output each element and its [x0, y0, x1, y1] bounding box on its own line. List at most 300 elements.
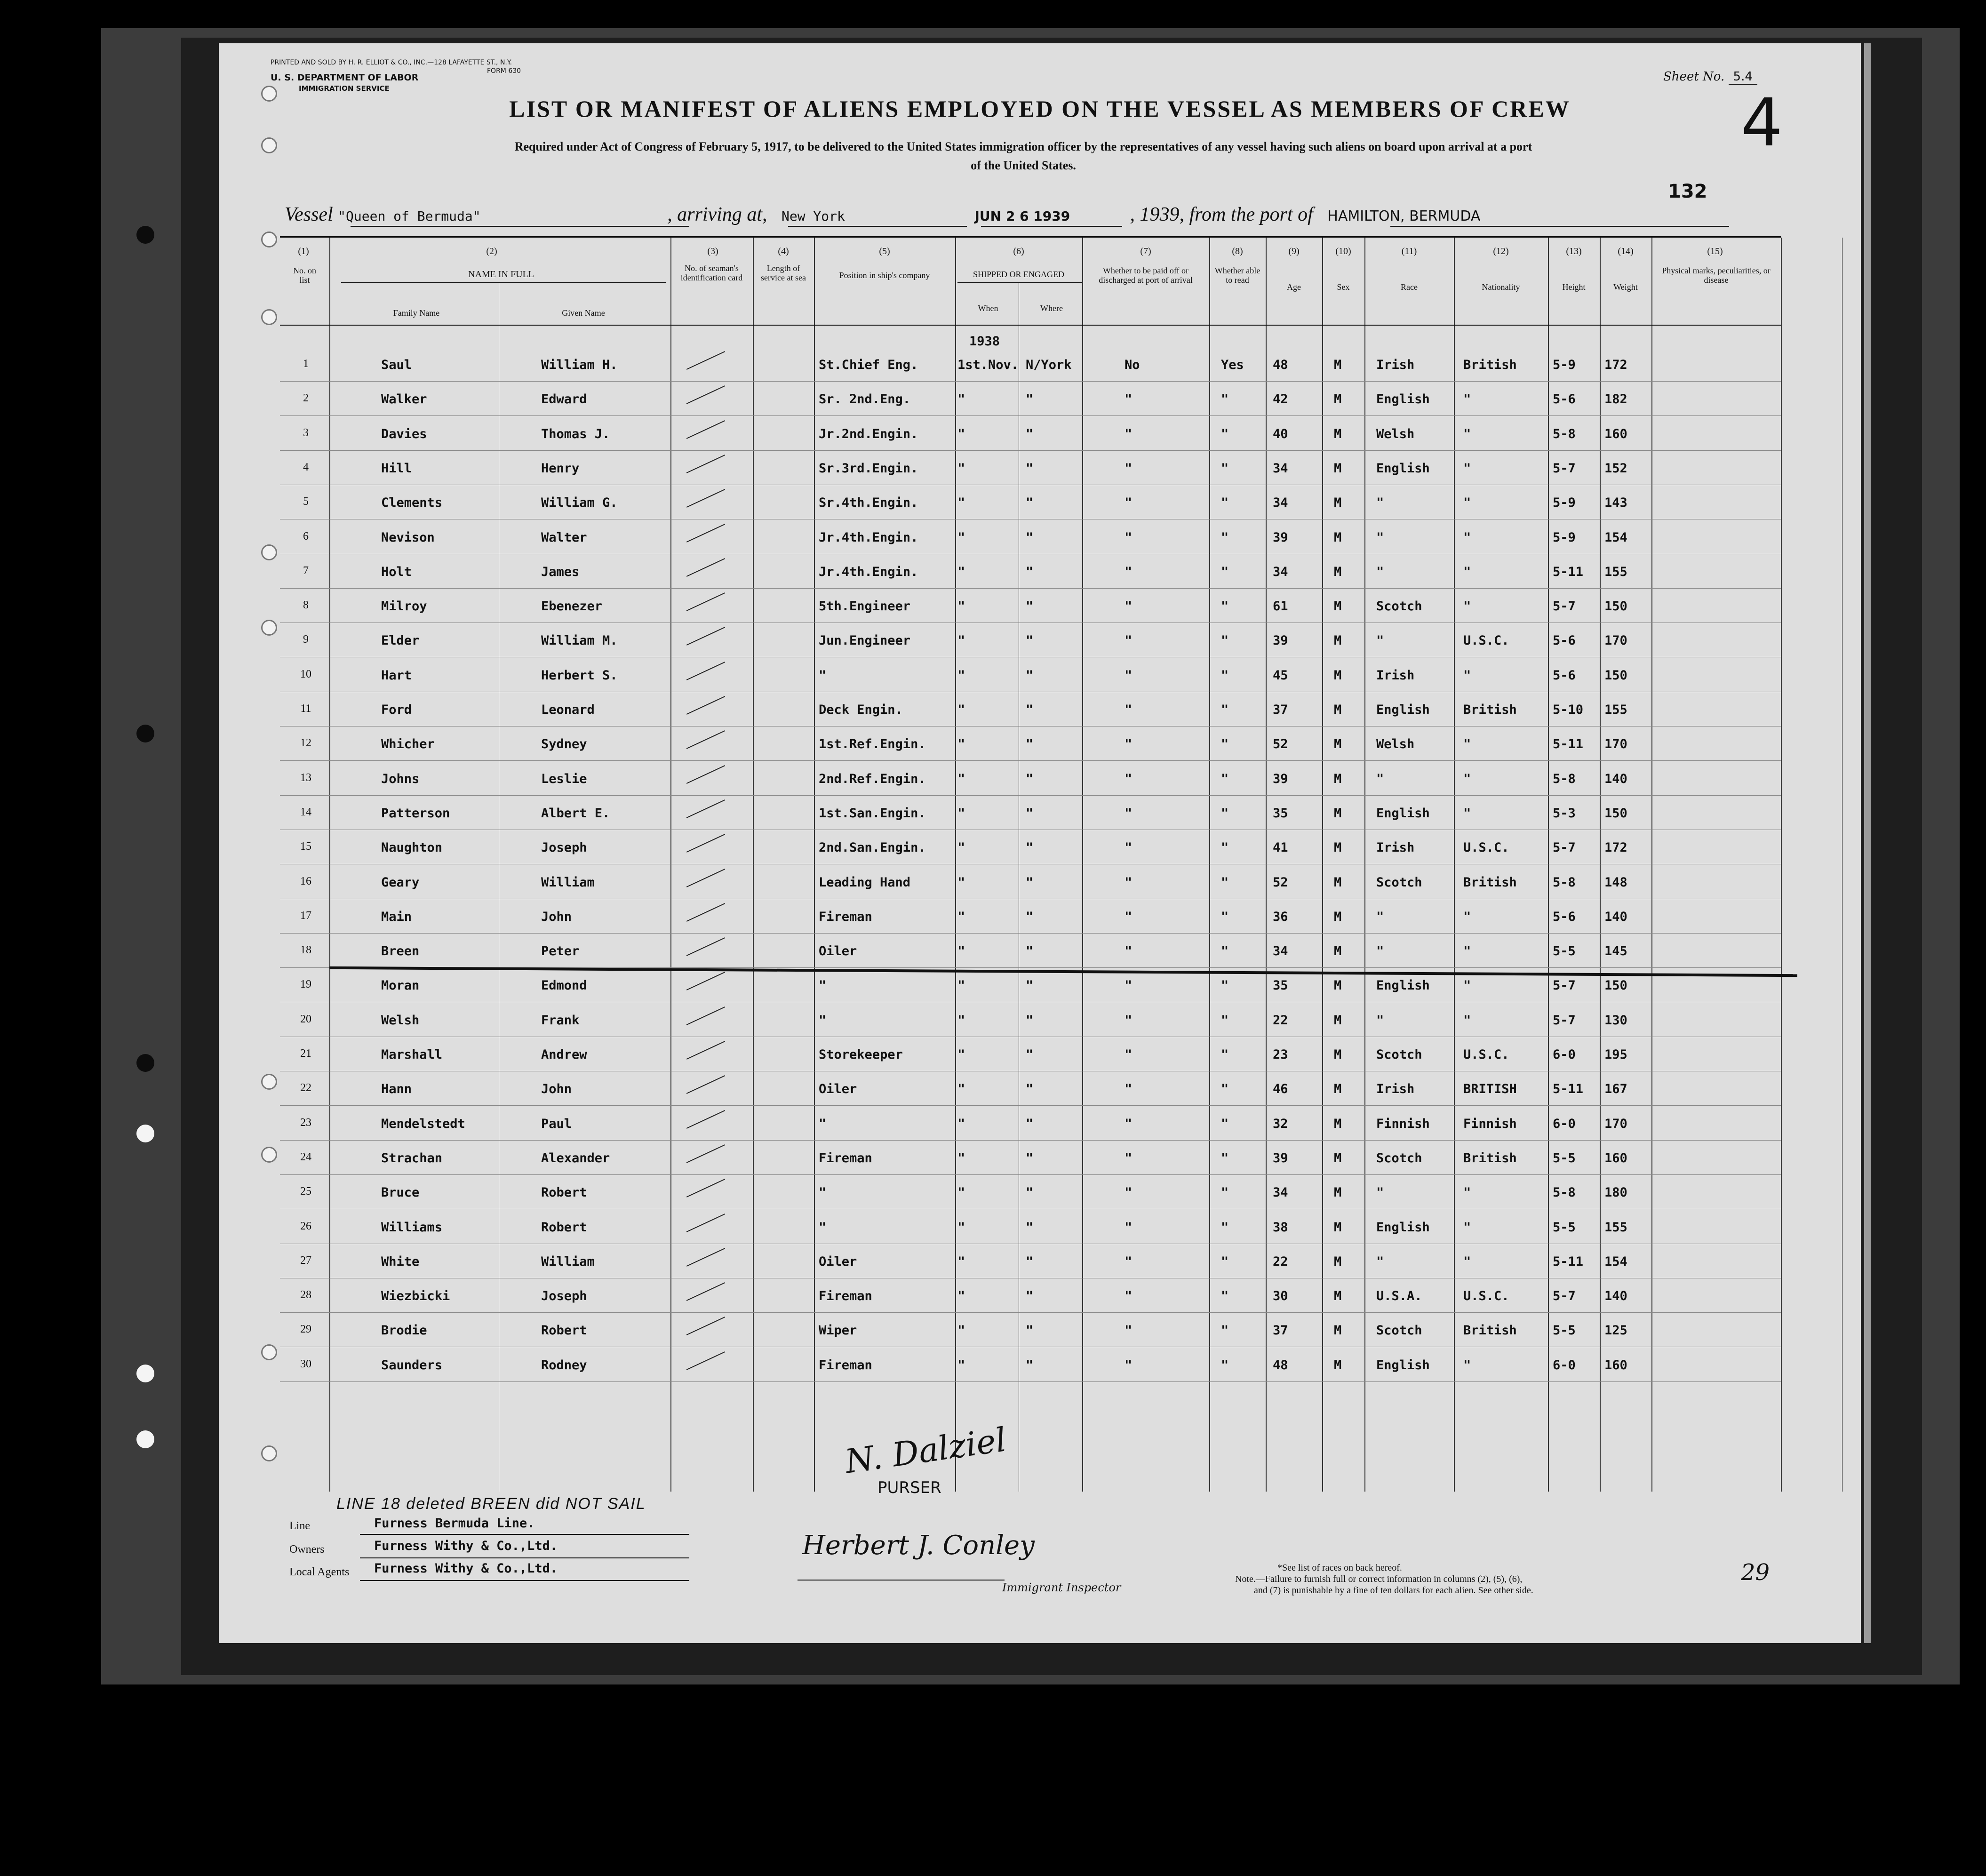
given-name: Paul	[541, 1116, 572, 1131]
punch-hole	[261, 232, 277, 247]
sex: M	[1334, 806, 1342, 821]
race: Irish	[1376, 1082, 1415, 1097]
paid-off: "	[1125, 1150, 1133, 1166]
sex: M	[1334, 944, 1342, 959]
able-to-read: "	[1221, 909, 1229, 924]
position: 1st.San.Engin.	[819, 806, 926, 821]
race: English	[1376, 392, 1430, 407]
given-name: William H.	[541, 358, 618, 372]
position: Fireman	[819, 1150, 872, 1166]
tick-mark	[686, 730, 725, 749]
weight: 160	[1604, 1357, 1627, 1373]
tick-mark	[686, 351, 725, 370]
paid-off: "	[1125, 668, 1133, 683]
paid-off: "	[1125, 1220, 1133, 1235]
given-name: William	[541, 875, 595, 890]
able-to-read: "	[1221, 564, 1229, 579]
age: 39	[1273, 530, 1288, 545]
nationality: "	[1463, 1254, 1471, 1269]
family-name: Wiezbicki	[381, 1289, 450, 1304]
position: Sr.3rd.Engin.	[819, 461, 918, 476]
position: Jr.2nd.Engin.	[819, 426, 918, 441]
age: 22	[1273, 1254, 1288, 1269]
shipped-when: "	[957, 1254, 965, 1269]
given-name: Herbert S.	[541, 668, 618, 683]
row-number: 23	[300, 1116, 311, 1129]
height: 5-5	[1553, 1323, 1576, 1338]
col-num-15: (15)	[1707, 246, 1723, 256]
footer-rule	[360, 1534, 689, 1535]
tick-mark	[686, 937, 725, 956]
row-rule	[280, 933, 1781, 934]
shipped-where: "	[1026, 426, 1034, 441]
nationality: "	[1463, 806, 1471, 821]
position: Sr. 2nd.Eng.	[819, 392, 911, 407]
family-name: Whicher	[381, 737, 435, 752]
owners-value: Furness Withy & Co.,Ltd.	[374, 1539, 558, 1553]
able-to-read: "	[1221, 1254, 1229, 1269]
departure-port: HAMILTON, BERMUDA	[1327, 208, 1481, 224]
weight: 170	[1604, 633, 1627, 648]
shipped-where: "	[1026, 1047, 1034, 1062]
race: Welsh	[1376, 737, 1415, 752]
nationality: "	[1463, 564, 1471, 579]
arrival-port: New York	[782, 208, 845, 224]
nationality: BRITISH	[1463, 1082, 1517, 1097]
paid-off: "	[1125, 1323, 1133, 1338]
age: 30	[1273, 1289, 1288, 1304]
page-edge-strip	[1864, 43, 1871, 1643]
nationality: "	[1463, 737, 1471, 752]
paid-off: "	[1125, 737, 1133, 752]
given-name: William M.	[541, 633, 618, 648]
nationality: U.S.C.	[1463, 1289, 1509, 1304]
shipped-when: "	[957, 875, 965, 890]
shipped-where: "	[1026, 875, 1034, 890]
col-num-12: (12)	[1493, 246, 1509, 256]
sex: M	[1334, 1082, 1342, 1097]
inspector-label: Immigrant Inspector	[1002, 1581, 1121, 1594]
age: 41	[1273, 840, 1288, 855]
weight: 150	[1604, 978, 1627, 993]
row-rule	[280, 415, 1781, 416]
row-rule	[280, 1381, 1781, 1382]
height: 5-5	[1553, 1150, 1576, 1166]
page-subtitle-cont: of the United States.	[971, 159, 1076, 172]
row-number: 2	[303, 392, 309, 405]
tick-mark	[686, 385, 725, 404]
row-number: 17	[300, 909, 311, 922]
owners-label: Owners	[289, 1543, 325, 1556]
position: Leading Hand	[819, 875, 911, 890]
page-title: LIST OR MANIFEST OF ALIENS EMPLOYED ON THE VESSEL AS MEMBERS OF CREW	[509, 96, 1571, 122]
column-divider	[753, 238, 754, 1492]
shipped-where: "	[1026, 1323, 1034, 1338]
shipped-where: "	[1026, 1357, 1034, 1373]
sex: M	[1334, 703, 1342, 717]
vessel-line: Vessel "Queen of Bermuda" , arriving at, New York JUN 2 6 1939 , 1939, from the port of HAMILTON, BERMUDA	[285, 204, 1481, 225]
paid-off: "	[1125, 392, 1133, 407]
given-name: William	[541, 1254, 595, 1269]
shipped-when: "	[957, 1013, 965, 1028]
tick-mark	[686, 1213, 725, 1232]
shipped-where: "	[1026, 1220, 1034, 1235]
row-rule	[280, 588, 1781, 589]
nationality: "	[1463, 426, 1471, 441]
sex: M	[1334, 1116, 1342, 1131]
row-rule	[280, 1174, 1781, 1175]
age: 48	[1273, 1357, 1288, 1373]
weight: 155	[1604, 564, 1627, 579]
able-to-read: "	[1221, 392, 1229, 407]
nationality: British	[1463, 358, 1517, 372]
col-num-4: (4)	[778, 246, 789, 256]
paid-off: "	[1125, 633, 1133, 648]
column-divider	[1364, 238, 1365, 1492]
given-name: Robert	[541, 1185, 587, 1200]
paid-off: "	[1125, 564, 1133, 579]
able-to-read: "	[1221, 495, 1229, 511]
tick-mark	[686, 869, 725, 887]
nationality: U.S.C.	[1463, 1047, 1509, 1062]
age: 36	[1273, 909, 1288, 924]
race: English	[1376, 703, 1430, 717]
nationality: "	[1463, 392, 1471, 407]
row-number: 3	[303, 426, 309, 439]
able-to-read: "	[1221, 1047, 1229, 1062]
shipped-where: "	[1026, 599, 1034, 614]
family-name: Johns	[381, 771, 420, 786]
race: Scotch	[1376, 599, 1422, 614]
height: 5-11	[1553, 1254, 1584, 1269]
nationality: U.S.C.	[1463, 633, 1509, 648]
shipped-where: "	[1026, 564, 1034, 579]
row-rule	[280, 381, 1781, 382]
family-name: Elder	[381, 633, 420, 648]
tick-mark	[686, 972, 725, 990]
shipped-when: "	[957, 461, 965, 476]
family-name: Patterson	[381, 806, 450, 821]
family-name: Nevison	[381, 530, 435, 545]
sex: M	[1334, 978, 1342, 993]
sex: M	[1334, 875, 1342, 890]
able-to-read: "	[1221, 1357, 1229, 1373]
binder-hole	[136, 1054, 154, 1072]
tick-mark	[686, 420, 725, 439]
position: Sr.4th.Engin.	[819, 495, 918, 511]
shipped-when: "	[957, 1116, 965, 1131]
vessel-underline	[788, 226, 967, 227]
sex: M	[1334, 530, 1342, 545]
race: Irish	[1376, 840, 1415, 855]
given-name: William G.	[541, 495, 618, 511]
page-subtitle: Required under Act of Congress of February 5, 1917, to be delivered to the United States immigration officer by the representatives of any vessel having such aliens on board upon arrival at a port	[514, 140, 1532, 153]
tick-mark	[686, 1041, 725, 1060]
race: Finnish	[1376, 1116, 1430, 1131]
shipped-rule	[957, 282, 1082, 283]
tick-mark	[686, 524, 725, 543]
age: 37	[1273, 703, 1288, 717]
sex: M	[1334, 668, 1342, 683]
shipped-where: "	[1026, 461, 1034, 476]
height: 6-0	[1553, 1047, 1576, 1062]
shipped-when: 1st.Nov.	[957, 358, 1019, 372]
line-label: Line	[289, 1520, 310, 1532]
position: Jr.4th.Engin.	[819, 564, 918, 579]
nationality: "	[1463, 461, 1471, 476]
weight: 125	[1604, 1323, 1627, 1338]
sex: M	[1334, 426, 1342, 441]
given-name: Peter	[541, 944, 580, 959]
age: 52	[1273, 737, 1288, 752]
paid-off: "	[1125, 1357, 1133, 1373]
family-name: Marshall	[381, 1047, 443, 1062]
col-num-14: (14)	[1618, 246, 1634, 256]
row-number: 18	[300, 944, 311, 957]
height: 5-7	[1553, 599, 1576, 614]
weight: 172	[1604, 358, 1627, 372]
col-num-9: (9)	[1288, 246, 1300, 256]
height: 5-6	[1553, 633, 1576, 648]
agents-label: Local Agents	[289, 1566, 350, 1578]
given-name: Robert	[541, 1220, 587, 1235]
col-head-nationality: Nationality	[1482, 282, 1520, 292]
weight: 150	[1604, 806, 1627, 821]
punch-hole	[261, 1344, 277, 1360]
race: "	[1376, 564, 1384, 579]
punch-hole	[261, 1445, 277, 1461]
weight: 152	[1604, 461, 1627, 476]
weight: 143	[1604, 495, 1627, 511]
sex: M	[1334, 771, 1342, 786]
position: Jun.Engineer	[819, 633, 911, 648]
tick-mark	[686, 765, 725, 784]
year-1938: 1938	[969, 334, 1000, 349]
age: 34	[1273, 1185, 1288, 1200]
inspector-signature: Herbert J. Conley	[802, 1530, 1035, 1561]
col-head-age: Age	[1287, 282, 1301, 292]
position: Jr.4th.Engin.	[819, 530, 918, 545]
age: 23	[1273, 1047, 1288, 1062]
paid-off: "	[1125, 426, 1133, 441]
row-number: 30	[300, 1357, 311, 1370]
name-rule	[341, 282, 666, 283]
shipped-when: "	[957, 1150, 965, 1166]
family-name: Hann	[381, 1082, 412, 1097]
tick-mark	[686, 903, 725, 922]
able-to-read: "	[1221, 1323, 1229, 1338]
shipped-where: "	[1026, 978, 1034, 993]
shipped-when: "	[957, 564, 965, 579]
given-name: John	[541, 1082, 572, 1097]
given-name: Henry	[541, 461, 580, 476]
tick-mark	[686, 1110, 725, 1129]
height: 5-7	[1553, 978, 1576, 993]
column-divider	[1548, 238, 1549, 1492]
paid-off: "	[1125, 875, 1133, 890]
nationality: British	[1463, 1150, 1517, 1166]
sex: M	[1334, 1220, 1342, 1235]
shipped-where: "	[1026, 668, 1034, 683]
able-to-read: "	[1221, 1289, 1229, 1304]
row-number: 8	[303, 599, 309, 612]
column-divider	[670, 238, 671, 1492]
date-stamp: JUN 2 6 1939	[974, 208, 1070, 224]
able-to-read: "	[1221, 1220, 1229, 1235]
col-num-1: (1)	[298, 246, 309, 256]
shipped-where: "	[1026, 909, 1034, 924]
shipped-where: "	[1026, 1185, 1034, 1200]
height: 5-11	[1553, 737, 1584, 752]
able-to-read: Yes	[1221, 358, 1244, 372]
printer-imprint: PRINTED AND SOLD BY H. R. ELLIOT & CO., INC.—128 LAFAYETTE ST., N.Y. FORM 630	[271, 59, 521, 75]
weight: 154	[1604, 530, 1627, 545]
age: 39	[1273, 633, 1288, 648]
nationality: "	[1463, 495, 1471, 511]
shipped-where: "	[1026, 1013, 1034, 1028]
sex: M	[1334, 1254, 1342, 1269]
position: "	[819, 1185, 827, 1200]
given-name: Ebenezer	[541, 599, 603, 614]
given-name: John	[541, 909, 572, 924]
row-rule	[280, 1105, 1781, 1106]
row-number: 14	[300, 806, 311, 818]
sex: M	[1334, 1047, 1342, 1062]
shipped-when: "	[957, 771, 965, 786]
paid-off: "	[1125, 703, 1133, 717]
page-number-29: 29	[1741, 1559, 1770, 1586]
col-num-3: (3)	[707, 246, 718, 256]
age: 37	[1273, 1323, 1288, 1338]
family-name: Williams	[381, 1220, 443, 1235]
sex: M	[1334, 564, 1342, 579]
sex: M	[1334, 633, 1342, 648]
row-number: 16	[300, 875, 311, 887]
family-name: Naughton	[381, 840, 443, 855]
row-rule	[280, 795, 1781, 796]
department-heading: U. S. DEPARTMENT OF LABOR IMMIGRATION SERVICE	[271, 72, 419, 93]
age: 32	[1273, 1116, 1288, 1131]
race: "	[1376, 1254, 1384, 1269]
race: Welsh	[1376, 426, 1415, 441]
family-name: Milroy	[381, 599, 427, 614]
height: 5-10	[1553, 703, 1584, 717]
weight: 180	[1604, 1185, 1627, 1200]
nationality: "	[1463, 1357, 1471, 1373]
binder-hole	[136, 1430, 154, 1448]
height: 5-11	[1553, 564, 1584, 579]
weight: 195	[1604, 1047, 1627, 1062]
able-to-read: "	[1221, 944, 1229, 959]
height: 5-6	[1553, 668, 1576, 683]
punch-hole	[261, 1147, 277, 1163]
row-number: 19	[300, 978, 311, 991]
able-to-read: "	[1221, 461, 1229, 476]
row-number: 20	[300, 1013, 311, 1025]
col-head-given: Given Name	[562, 308, 605, 318]
column-divider	[1651, 238, 1652, 1492]
family-name: Hill	[381, 461, 412, 476]
column-divider	[1082, 238, 1083, 1492]
footer-rule	[360, 1557, 689, 1558]
col-num-7: (7)	[1140, 246, 1151, 256]
able-to-read: "	[1221, 806, 1229, 821]
height: 5-11	[1553, 1082, 1584, 1097]
able-to-read: "	[1221, 703, 1229, 717]
age: 39	[1273, 771, 1288, 786]
able-to-read: "	[1221, 1013, 1229, 1028]
binder-hole	[136, 1125, 154, 1142]
race: "	[1376, 633, 1384, 648]
column-divider	[1454, 238, 1455, 1492]
header-rule	[280, 325, 1781, 326]
paid-off: "	[1125, 1082, 1133, 1097]
sex: M	[1334, 1185, 1342, 1200]
able-to-read: "	[1221, 633, 1229, 648]
height: 5-9	[1553, 495, 1576, 511]
family-name: Walker	[381, 392, 427, 407]
shipped-where: "	[1026, 806, 1034, 821]
binder-hole	[136, 1365, 154, 1382]
given-name: James	[541, 564, 580, 579]
race: "	[1376, 495, 1384, 511]
col-head-physical: Physical marks, peculiarities, or disease	[1662, 266, 1771, 285]
shipped-when: "	[957, 1082, 965, 1097]
shipped-where: "	[1026, 1116, 1034, 1131]
row-rule	[280, 1140, 1781, 1141]
family-name: Breen	[381, 944, 420, 959]
row-number: 1	[303, 358, 309, 370]
vessel-name: "Queen of Bermuda"	[338, 208, 481, 224]
nationality: "	[1463, 1013, 1471, 1028]
able-to-read: "	[1221, 1150, 1229, 1166]
family-name: Hart	[381, 668, 412, 683]
shipped-when: "	[957, 806, 965, 821]
age: 34	[1273, 944, 1288, 959]
footer-notes: *See list of races on back hereof. Note.—Failure to furnish full or correct information in columns (2), (5), (6), and (7) is punishable by a fine of ten dollars for each alien. See other side.	[1235, 1563, 1533, 1596]
race: Scotch	[1376, 1047, 1422, 1062]
position: St.Chief Eng.	[819, 358, 918, 372]
shipped-where: "	[1026, 633, 1034, 648]
able-to-read: "	[1221, 1082, 1229, 1097]
tick-mark	[686, 1006, 725, 1025]
tick-mark	[686, 662, 725, 680]
height: 5-7	[1553, 840, 1576, 855]
col-head-position: Position in ship's company	[839, 271, 930, 280]
position: Oiler	[819, 1082, 857, 1097]
race: Scotch	[1376, 875, 1422, 890]
col-head-name: NAME IN FULL	[468, 269, 534, 279]
position: "	[819, 668, 827, 683]
position: "	[819, 978, 827, 993]
given-name: Joseph	[541, 840, 587, 855]
race: Scotch	[1376, 1150, 1422, 1166]
col-head-height: Height	[1562, 282, 1586, 292]
paid-off: "	[1125, 771, 1133, 786]
weight: 140	[1604, 909, 1627, 924]
shipped-where: "	[1026, 840, 1034, 855]
col-num-11: (11)	[1401, 246, 1417, 256]
position: 5th.Engineer	[819, 599, 911, 614]
age: 42	[1273, 392, 1288, 407]
race: English	[1376, 978, 1430, 993]
paid-off: "	[1125, 530, 1133, 545]
position: Fireman	[819, 909, 872, 924]
tick-mark	[686, 1075, 725, 1094]
sex: M	[1334, 1289, 1342, 1304]
tick-mark	[686, 799, 725, 818]
age: 38	[1273, 1220, 1288, 1235]
